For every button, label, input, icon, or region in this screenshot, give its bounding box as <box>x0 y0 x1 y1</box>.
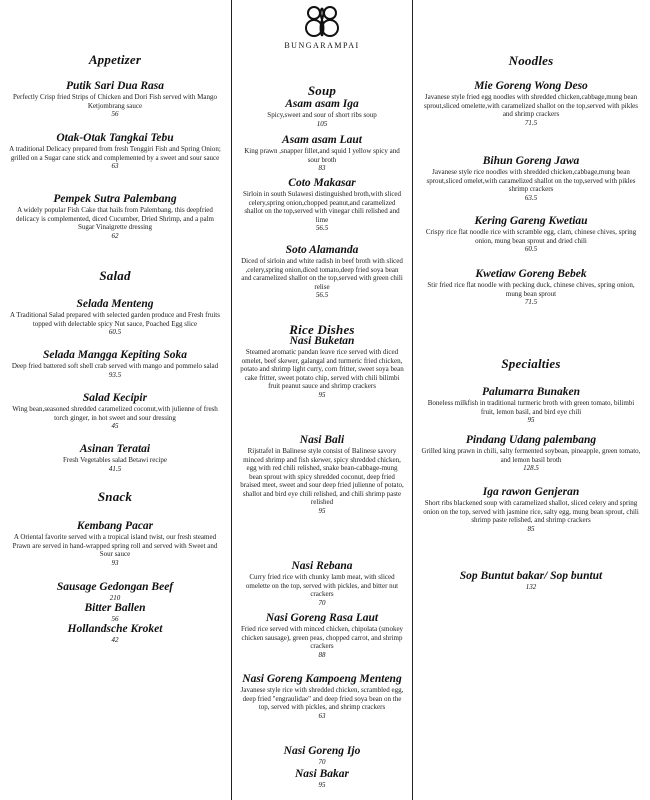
item-desc: A widely popular Fish Cake that hails from Palembang, this deepfried delicacy is complemented, diced Cucumber, Dried Shrimp, and a palm Sugar Vinaigrette dressing <box>16 206 214 231</box>
item-desc: Javanese style fried egg noodles with shredded chicken,cabbage,mung bean sprout,sliced omelette,with caramelized shallot on the top,served with pikles and shrimp crackers <box>423 93 639 118</box>
item-desc: Curry fried rice with chunky lamb meat, with sliced omelette on the top, served with pickles, and bitter nut crackers <box>245 573 399 598</box>
item-desc: Crispy rice flat noodle rice with scramble egg, clam, chinese chives, spring onion, mung bean sprout and dried chili <box>425 228 637 245</box>
item-desc: A Oriental favorite served with a tropical island twist, our fresh steamed Prawn are served in hand-wrapped spring roll and served with Sweet and Sour sauce <box>12 533 218 558</box>
menu-item <box>240 98 404 129</box>
item-price: 210 <box>109 594 121 602</box>
logo-monogram-icon <box>299 4 345 40</box>
item-price: 56 <box>111 615 119 623</box>
item-desc: Steamed aromatic pandan leave rice served with diced omelet, beef skewer, galangal and turmeric fried chicken, potato and shrimp light curry, corn fritter, sweet soya bean cake fritter, sweet potato chip, served with chili bilimbi fruit peanut sauce and shrimp crackers <box>240 348 404 390</box>
menu-item <box>8 520 222 568</box>
item-price: 42 <box>111 636 119 644</box>
item-desc: King prawn ,snapper fillet,and squid I yellow spicy and sour broth <box>244 147 400 164</box>
item-price: 70 <box>318 598 326 607</box>
item-name: Asam asam Laut <box>282 134 362 146</box>
menu-item <box>8 132 222 171</box>
item-desc: Javanese style rice noodles with shredded chicken,cabbage,mung bean sprout,sliced omelet,with caramelized shallot on the top,served with pikles shrimp crackers <box>426 168 636 193</box>
item-desc: A traditional Delicacy prepared from fresh Tenggiri Fish and Spring Onion; grilled on a Sugar cane stick and complemented by a sweet and sour sauce <box>9 145 221 162</box>
menu-item <box>8 443 222 474</box>
item-desc: Javanese style rice with shredded chicken, scrambled egg, deep fried "engraulidae" and deep fried soya bean on the top, served with pickles, and shrimp crackers <box>240 686 404 711</box>
item-price: 63.5 <box>524 193 538 202</box>
menu-item <box>240 335 404 400</box>
item-price: 132 <box>525 583 537 591</box>
item-name: Bihun Goreng Jawa <box>482 155 580 167</box>
item-name: Nasi Buketan <box>289 335 355 347</box>
menu-item <box>240 434 404 516</box>
item-price: 71.5 <box>524 298 538 306</box>
menu-item <box>420 268 642 307</box>
menu-item <box>420 155 642 203</box>
item-price: 93.5 <box>108 370 122 379</box>
item-name: Putik Sari Dua Rasa <box>65 80 165 92</box>
menu-item <box>240 177 404 233</box>
menu-item <box>420 215 642 254</box>
item-price: 41.5 <box>108 464 122 473</box>
menu-column-right <box>412 0 650 800</box>
item-price: 60.5 <box>108 328 122 336</box>
item-name: Palumarra Bunaken <box>481 386 581 398</box>
item-desc: Boneless milkfish in traditional turmeric broth with green tomato, bilimbi fruit, lemon basil, and bird eye chili <box>427 399 635 416</box>
menu-item <box>240 612 404 660</box>
item-name: Nasi Goreng Ijo <box>283 745 361 757</box>
item-name: Otak-Otak Tangkai Tebu <box>56 132 174 144</box>
menu-item <box>240 244 404 300</box>
item-name: Kwetiaw Goreng Bebek <box>475 268 587 280</box>
item-name: Nasi Rebana <box>291 560 353 572</box>
menu-item <box>420 570 642 592</box>
item-price: 95 <box>318 390 326 399</box>
menu-item <box>240 134 404 173</box>
item-desc: Sirloin in south Sulawesi distinguished broth,with sliced celery,spring onion,chopped peanut,and caramelized shallot on the top,served with vinegar chili relished and lime <box>242 190 402 224</box>
menu-item <box>420 386 642 425</box>
item-name: Asam asam Iga <box>285 98 359 110</box>
menu-item <box>8 602 222 624</box>
menu-item <box>8 193 222 241</box>
item-name: Sop Buntut bakar/ Sop buntut <box>459 570 603 582</box>
item-price: 45 <box>111 422 119 430</box>
item-price: 95 <box>318 781 326 789</box>
item-price: 70 <box>318 758 326 766</box>
menu-item <box>420 80 642 128</box>
item-name: Kering Gareng Kwetiau <box>474 215 588 227</box>
item-name: Kembang Pacar <box>76 520 154 532</box>
item-name: Nasi Bakar <box>295 768 349 780</box>
item-desc: Diced of sirloin and white radish in beef broth with sliced ,celery,spring onion,diced tomato,deep fried soya bean and caramelized shallot on the top,served with green chili relise <box>241 257 403 291</box>
item-price: 56 <box>111 110 119 118</box>
menu-item <box>240 560 404 608</box>
item-price: 95 <box>318 506 326 515</box>
section-title-rice-dishes: Rice Dishes <box>289 322 355 337</box>
item-desc: Fried rice served with minced chicken, chipolata (smokey chicken sausage), green peas, chopped carrot, and shrimp crackers <box>240 625 404 650</box>
brand-name: BUNGARAMPAI <box>284 41 360 50</box>
item-desc: Fresh Vegetables salad Betawi recipe <box>62 456 168 464</box>
item-price: 56.5 <box>315 224 329 232</box>
item-name: Nasi Goreng Rasa Laut <box>265 612 379 624</box>
item-price: 60.5 <box>524 245 538 253</box>
menu-item <box>240 768 404 790</box>
item-name: Pindang Udang palembang <box>465 434 597 446</box>
menu-item <box>8 623 222 645</box>
item-desc: A Traditional Salad prepared with selected garden produce and Fresh fruits topped with delectable spicy Nut sauce, Poached Egg slice <box>10 311 220 328</box>
item-name: Hollandsche Kroket <box>67 623 163 635</box>
menu-column-middle <box>232 0 412 800</box>
section-title-salad: Salad <box>99 268 131 283</box>
item-name: Coto Makasar <box>288 177 356 189</box>
item-name: Nasi Bali <box>299 434 345 446</box>
menu-item <box>420 434 642 473</box>
item-price: 56.5 <box>315 291 329 299</box>
item-desc: Stir fried rice flat noodle with pecking duck, chinese chives, spring onion, mung bean sprout <box>427 281 635 298</box>
item-desc: Deep fried battered soft shell crab served with mango and pommelo salad <box>11 362 219 370</box>
item-name: Salad Kecipir <box>82 392 148 404</box>
item-price: 93 <box>111 558 119 567</box>
item-name: Selada Mangga Kepiting Soka <box>42 349 188 361</box>
section-title-soup: Soup <box>307 83 337 98</box>
item-price: 71.5 <box>524 118 538 127</box>
item-name: Asinan Teratai <box>79 443 151 455</box>
item-name: Mie Goreng Wong Deso <box>474 80 588 92</box>
logo <box>232 4 412 50</box>
item-name: Iga rawon Genjeran <box>482 486 580 498</box>
item-price: 85 <box>527 524 535 533</box>
item-name: Bitter Ballen <box>84 602 146 614</box>
menu-item <box>420 486 642 534</box>
item-name: Sausage Gedongan Beef <box>56 581 174 593</box>
item-name: Soto Alamanda <box>285 244 359 256</box>
item-desc: Perfectly Crisp fried Strips of Chicken and Dori Fish served with Mango Ketjombrang sauce <box>13 93 217 110</box>
item-price: 95 <box>527 416 535 424</box>
item-name: Selada Menteng <box>76 298 154 310</box>
item-price: 63 <box>111 162 119 170</box>
section-title-noodles: Noodles <box>508 53 554 68</box>
section-title-appetizer: Appetizer <box>88 52 142 67</box>
section-title-snack: Snack <box>97 489 133 504</box>
item-desc: Short ribs blackened soup with caramelized shallot, sliced celery and spring onion on the top, served with jasmine rice, salty egg, mung bean sprout, chili shrimp paste relished, and shrimp crackers <box>423 499 639 524</box>
item-desc: Grilled king prawn in chili, salty fermented soybean, pineapple, green tomato, and lemon basil broth <box>421 447 641 464</box>
menu-column-left <box>0 0 230 800</box>
item-desc: Wing bean,seasoned shredded caramelized coconut,with julienne of fresh torch ginger, in hot sweet and sour dressing <box>12 405 218 422</box>
item-desc: Spicy,sweet and sour of short ribs soup <box>267 111 377 119</box>
menu-item <box>240 745 404 767</box>
section-title-specialties: Specialties <box>501 356 561 371</box>
item-name: Pempek Sutra Palembang <box>53 193 177 205</box>
menu-item <box>8 581 222 603</box>
item-price: 88 <box>318 650 326 659</box>
item-price: 62 <box>111 231 119 240</box>
item-price: 63 <box>318 711 326 720</box>
menu-item <box>240 673 404 721</box>
menu-item <box>8 349 222 380</box>
item-desc: Rijsttafel in Balinese style consist of Balinese savory minced shrimp and fish skewer, spicy shredded chicken, egg with red chili relished, snake bean-cabbage-mung bean sprout with spicy shredded coconut, deep fried braised meet, sweet and sour deep fried julienne of potato, shallot and bird eye chili relished, and chili shrimp paste relished <box>240 447 404 506</box>
menu-item <box>8 298 222 337</box>
menu-item <box>8 80 222 119</box>
item-price: 83 <box>318 164 326 172</box>
item-price: 128.5 <box>523 464 539 472</box>
item-name: Nasi Goreng Kampoeng Menteng <box>242 673 402 685</box>
item-price: 105 <box>316 119 328 128</box>
menu-item <box>8 392 222 431</box>
